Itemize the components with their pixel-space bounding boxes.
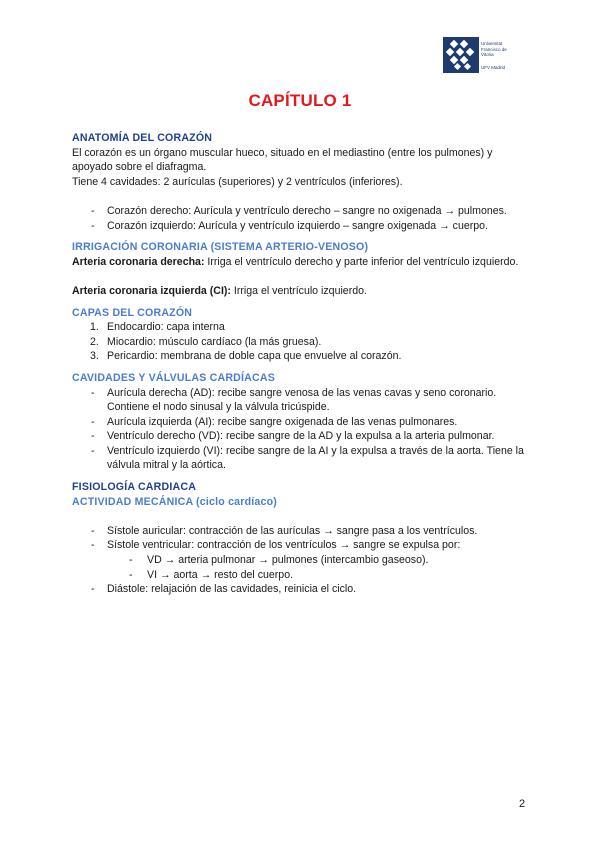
logo-mark-icon — [443, 37, 479, 73]
list-text: Pericardio: membrana de doble capa que envuelve al corazón. — [107, 350, 402, 363]
heading-anatomia: ANATOMÍA DEL CORAZÓN — [72, 132, 213, 144]
heading-capas: CAPAS DEL CORAZÓN — [72, 306, 193, 319]
cavidades-list — [72, 386, 532, 474]
document-body — [72, 131, 532, 597]
list-item — [72, 349, 532, 364]
list-item: - Diástole: relajación de las cavidades, reinicia el ciclo. — [72, 582, 532, 597]
irrigacion-derecha — [72, 255, 532, 270]
anatomia-list — [72, 204, 532, 233]
anatomia-paragraph-2: Tiene 4 cavidades: 2 aurículas (superiores) y 2 ventrículos (inferiores). — [72, 175, 403, 188]
irrigacion-derecha-label: Arteria coronaria derecha: — [72, 255, 205, 268]
list-item — [72, 320, 532, 335]
fisiologia-list — [72, 524, 532, 553]
list-item: - Sístole auricular: contracción de las aurículas → sangre pasa a los ventrículos. — [72, 524, 532, 539]
logo-line: Universitat — [481, 41, 503, 46]
irrigacion-izquierda-label: Arteria coronaria izquierda (CI): — [72, 284, 231, 297]
list-item: - Aurícula izquierda (AI): recibe sangre oxigenada de las venas pulmonares. — [72, 415, 532, 430]
irrigacion-derecha-text: Irriga el ventrículo derecho y parte inferior del ventrículo izquierdo. — [204, 255, 519, 268]
list-number: 1. — [90, 321, 99, 334]
list-item: - Corazón izquierdo: Aurícula y ventrículo izquierdo – sangre oxigenada → cuerpo. — [72, 219, 532, 234]
logo-subtext: UFV Madrid — [481, 65, 506, 70]
fisiologia-sublist — [72, 553, 532, 582]
capas-list — [72, 320, 532, 364]
fisiologia-list-2 — [72, 582, 532, 597]
list-item — [72, 335, 532, 350]
irrigacion-izquierda — [72, 284, 532, 299]
university-logo — [443, 37, 513, 73]
list-item: - Ventrículo izquierdo (VI): recibe sangre de la AI y la expulsa a través de la aorta. Tiene la válvula mitral y la aórtica. — [72, 444, 532, 473]
anatomia-paragraph-1: El corazón es un órgano muscular hueco, situado en el mediastino (entre los pulmones) y apoyado sobre el diafragma. — [72, 146, 493, 174]
list-number: 3. — [90, 350, 99, 363]
logo-text — [481, 41, 507, 58]
logo-line: Francisco de — [481, 46, 507, 52]
list-item: - Corazón derecho: Aurícula y ventrículo derecho – sangre no oxigenada → pulmones. — [72, 204, 532, 219]
list-item: - Aurícula derecha (AD): recibe sangre venosa de las venas cavas y seno coronario. Contiene el nodo sinusal y la válvula tricúspide. — [72, 386, 532, 415]
list-item: - Ventrículo derecho (VD): recibe sangre de la AD y la expulsa a la arteria pulmonar. — [72, 429, 532, 444]
heading-irrigacion: IRRIGACIÓN CORONARIA (SISTEMA ARTERIO-VENOSO) — [72, 241, 369, 254]
sub-list-item: - VD → arteria pulmonar → pulmones (intercambio gaseoso). — [72, 553, 532, 568]
page-number: 2 — [519, 798, 526, 810]
logo-line: Vitoria — [481, 52, 494, 57]
sub-list-item: - VI → aorta → resto del cuerpo. — [72, 568, 532, 583]
list-number: 2. — [90, 335, 99, 348]
heading-cavidades: CAVIDADES Y VÁLVULAS CARDÍACAS — [72, 371, 275, 384]
list-item: - Sístole ventricular: contracción de los ventrículos → sangre se expulsa por: — [72, 538, 532, 553]
list-text: Miocardio: músculo cardíaco (la más gruesa). — [107, 335, 322, 348]
heading-fisiologia: FISIOLOGÍA CARDIACA — [72, 481, 197, 494]
list-text: Endocardio: capa interna — [107, 321, 225, 334]
chapter-title: CAPÍTULO 1 — [248, 91, 352, 110]
irrigacion-izquierda-text: Irriga el ventrículo izquierdo. — [230, 284, 367, 297]
subheading-actividad-mecanica: ACTIVIDAD MECÁNICA (ciclo cardíaco) — [72, 495, 277, 508]
